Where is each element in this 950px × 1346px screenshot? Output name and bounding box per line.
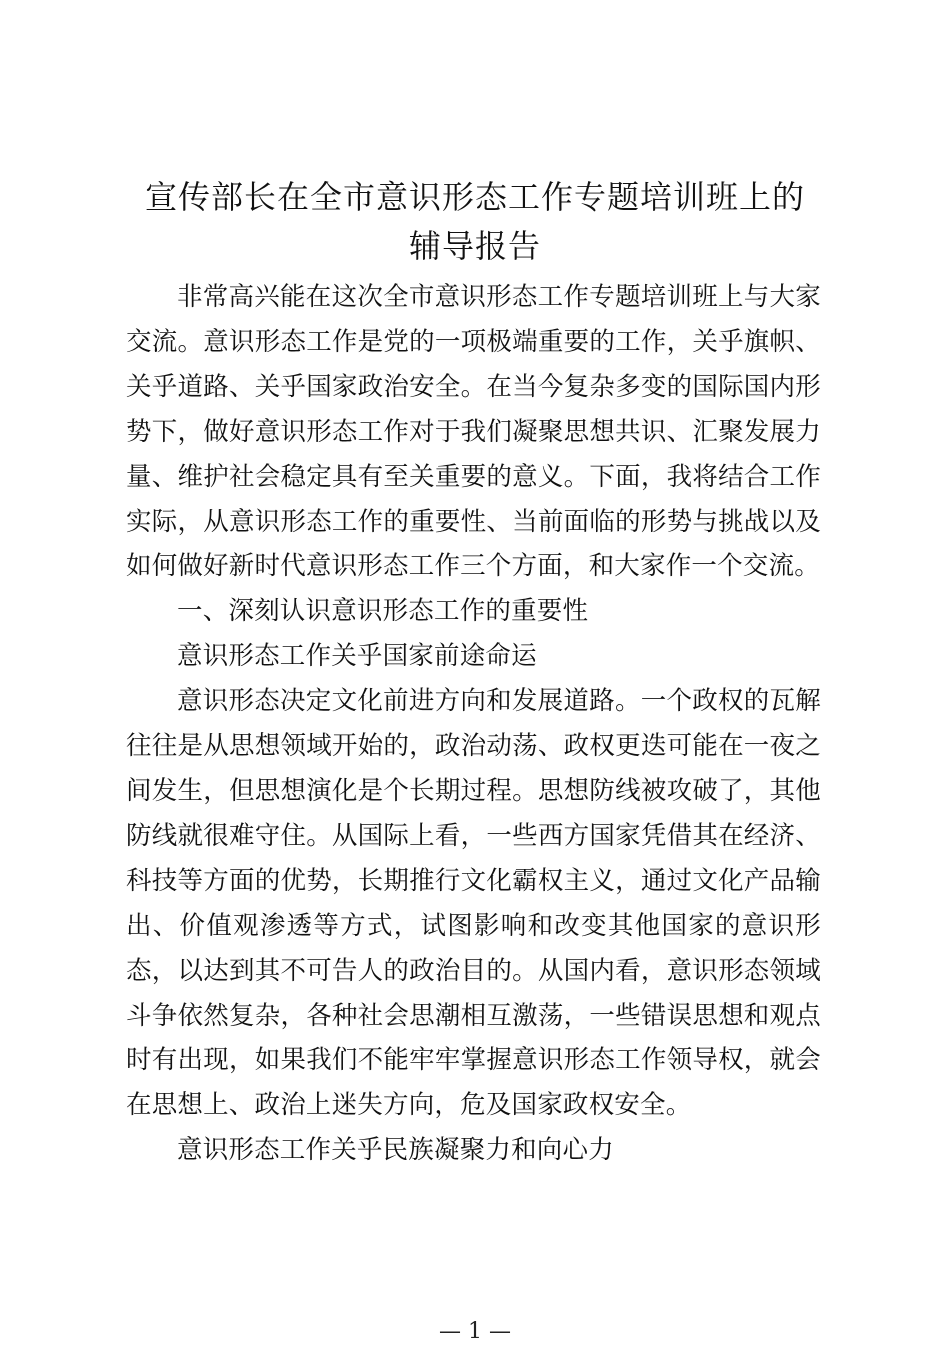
document-title-line-1: 宣传部长在全市意识形态工作专题培训班上的 — [144, 178, 805, 216]
document-body — [126, 275, 821, 1173]
document-title-line-2: 辅导报告 — [408, 227, 541, 265]
subsection-heading-2: 意识形态工作关乎民族凝聚力和向心力 — [177, 1135, 614, 1166]
subsection-heading-1: 意识形态工作关乎国家前途命运 — [177, 641, 537, 672]
section-heading-1: 一、深刻认识意识形态工作的重要性 — [177, 596, 589, 627]
body-paragraph-1: 意识形态决定文化前进方向和发展道路。一个政权的瓦解往往是从思想领域开始的，政治动荡、政权更迭可能在一夜之间发生，但思想演化是个长期过程。思想防线被攻破了，其他防线就很难守住。从国际上看，一些西方国家凭借其在经济、科技等方面的优势，长期推行文化霸权主义，通过文化产品输出、价值观渗透等方式，试图影响和改变其他国家的意识形态，以达到其不可告人的政治目的。从国内看，意识形态领域斗争依然复杂，各种社会思潮相互激荡，一些错误思想和观点时有出现，如果我们不能牢牢掌握意识形态工作领导权，就会在思想上、政治上迷失方向，危及国家政权安全。 — [126, 686, 821, 1121]
intro-paragraph: 非常高兴能在这次全市意识形态工作专题培训班上与大家交流。意识形态工作是党的一项极端重要的工作，关乎旗帜、关乎道路、关乎国家政治安全。在当今复杂多变的国际国内形势下，做好意识形态工作对于我们凝聚思想共识、汇聚发展力量、维护社会稳定具有至关重要的意义。下面，我将结合工作实际，从意识形态工作的重要性、当前面临的形势与挑战以及如何做好新时代意识形态工作三个方面，和大家作一个交流。 — [126, 282, 821, 582]
page-number: — 1 — — [439, 1319, 511, 1344]
